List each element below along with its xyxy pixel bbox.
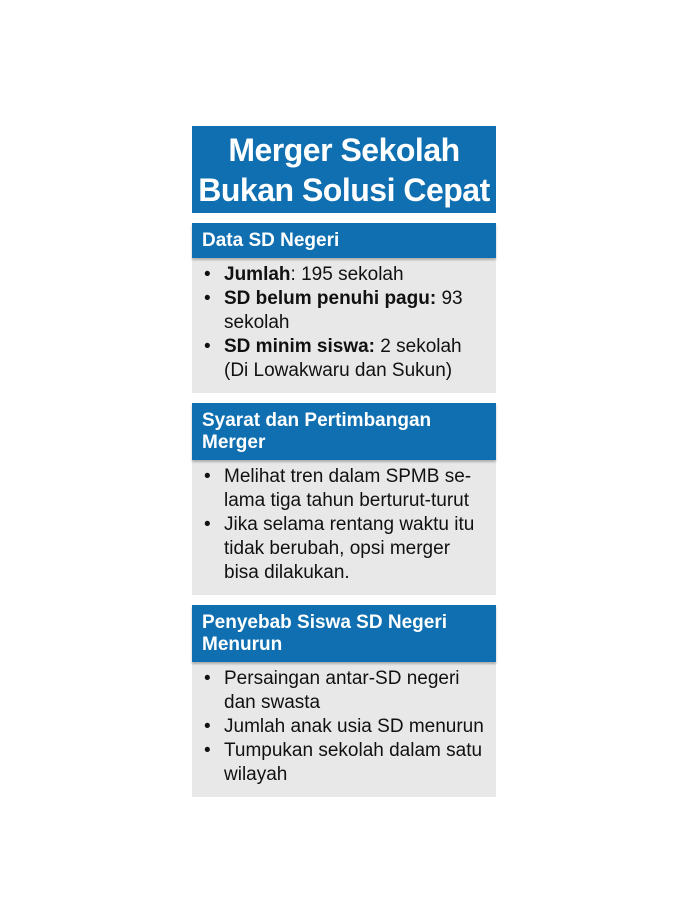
list-item: • Jika selama rentang waktu itu tidak berubah, opsi merger bisa dilakukan. <box>204 513 490 585</box>
item-value: 2 sekolah (Di Lowakwaru dan Sukun) <box>224 336 462 381</box>
section-heading: Penyebab Siswa SD Negeri Menurun <box>192 605 496 662</box>
list-item: • Tumpukan sekolah dalam satu wilayah <box>204 739 490 787</box>
section-data-sd-negeri <box>192 223 496 393</box>
section-penyebab-menurun <box>192 605 496 797</box>
list-item: • Melihat tren dalam SPMB se-lama tiga tahun berturut-turut <box>204 465 490 513</box>
infographic-card <box>192 126 496 797</box>
list-item <box>204 335 490 383</box>
section-body <box>192 460 496 595</box>
list-item: • Persaingan antar-SD negeri dan swasta <box>204 667 490 715</box>
bullet-list <box>204 465 490 585</box>
list-item: • Jumlah anak usia SD menurun <box>204 715 490 739</box>
section-body <box>192 662 496 797</box>
bullet-list <box>204 667 490 787</box>
infographic-title <box>192 126 496 213</box>
section-heading: Data SD Negeri <box>192 223 496 258</box>
list-item <box>204 263 490 287</box>
item-value: : 195 sekolah <box>290 264 404 285</box>
section-syarat-merger <box>192 403 496 595</box>
item-label: SD belum penuhi pagu: <box>224 288 437 309</box>
list-item <box>204 287 490 335</box>
title-line-2: Bukan Solusi Cepat <box>198 172 490 208</box>
item-label: Jumlah <box>224 264 291 285</box>
item-value: 93 sekolah <box>224 288 463 333</box>
section-body <box>192 258 496 393</box>
bullet-list <box>204 263 490 383</box>
section-heading: Syarat dan Pertimbangan Merger <box>192 403 496 460</box>
title-line-1: Merger Sekolah <box>228 132 460 168</box>
item-label: SD minim siswa: <box>224 336 375 357</box>
